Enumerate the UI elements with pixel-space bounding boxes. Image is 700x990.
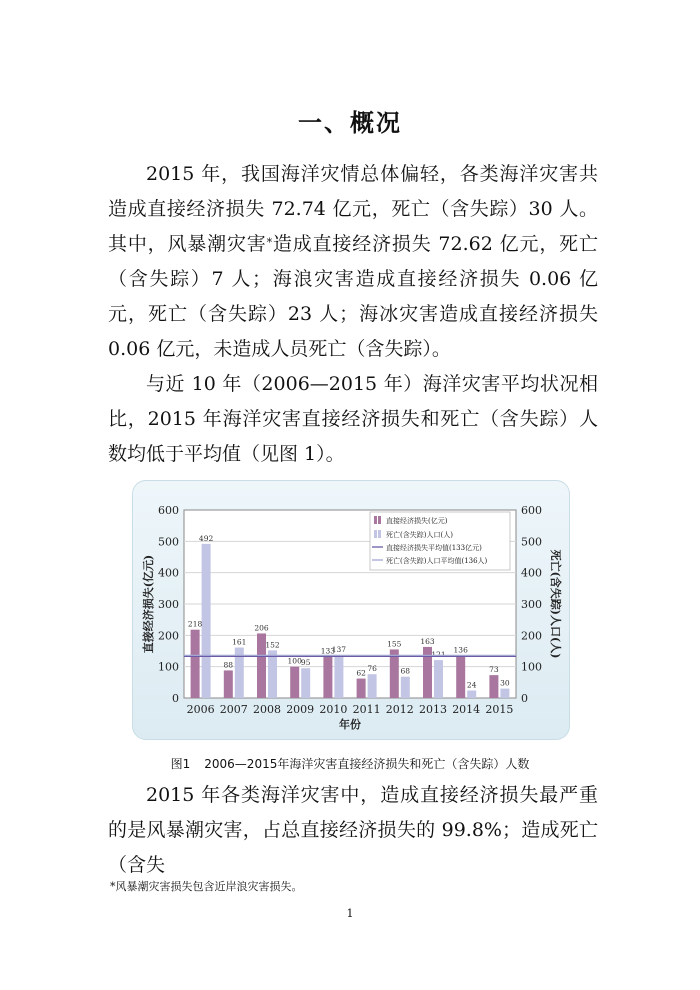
x-axis-title: 年份 — [339, 718, 361, 731]
data-label-loss: 136 — [453, 645, 468, 655]
legend-label-deaths-avg: 死亡(含失踪)人口平均值(136人) — [386, 557, 488, 565]
data-label-loss: 62 — [356, 668, 366, 678]
x-tick-label: 2009 — [286, 703, 315, 716]
bar-deaths — [268, 650, 277, 698]
x-tick-label: 2012 — [385, 703, 414, 716]
data-label-deaths: 492 — [198, 533, 214, 543]
data-label-deaths: 121 — [431, 650, 446, 660]
bar-loss — [290, 667, 299, 698]
paragraph-overview-text-b: 造成直接经济损失 72.62 亿元，死亡（含失踪）7 人；海浪灾害造成直接经济损失 0.06 亿元，死亡（含失踪）23 人；海冰灾害造成直接经济损失 0.06 亿元，未造成人员死亡（含失踪）。 — [108, 233, 598, 360]
figure-label: 图1 — [170, 757, 191, 771]
data-label-loss: 88 — [223, 660, 234, 670]
bar-deaths — [401, 677, 410, 698]
data-label-loss: 206 — [254, 623, 269, 633]
bar-deaths — [434, 660, 443, 698]
data-label-deaths: 76 — [367, 664, 377, 674]
data-label-loss: 100 — [287, 656, 302, 666]
footnote-mark: * — [266, 236, 273, 249]
bar-deaths — [467, 690, 476, 698]
bar-deaths — [202, 544, 211, 698]
x-tick-label: 2011 — [352, 703, 381, 716]
y-tick-right: 100 — [521, 660, 542, 674]
y-tick-left: 0 — [172, 692, 179, 705]
y-tick-left: 400 — [158, 566, 179, 580]
y-tick-left: 500 — [158, 535, 179, 549]
y-tick-right: 300 — [521, 598, 542, 611]
bar-deaths — [500, 689, 509, 698]
x-tick-label: 2008 — [253, 703, 281, 716]
data-label-deaths: 68 — [400, 666, 411, 676]
section-heading: 一、概况 — [298, 109, 402, 137]
data-label-loss: 163 — [420, 636, 435, 646]
footnote: *风暴潮灾害损失包含近岸浪灾害损失。 — [110, 880, 303, 893]
bar-deaths — [368, 674, 377, 698]
y-tick-left: 100 — [158, 660, 179, 674]
data-label-deaths: 161 — [232, 637, 247, 647]
paragraph-comparison: 与近 10 年（2006—2015 年）海洋灾害平均状况相比，2015 年海洋灾害直接经济损失和死亡（含失踪）人数均低于平均值（见图 1）。 — [108, 373, 598, 465]
paragraph-overview-text-a: 2015 年，我国海洋灾情总体偏轻，各类海洋灾害共造成直接经济损失 72.74 亿元，死亡（含失踪）30 人。其中，风暴潮灾害 — [108, 163, 598, 255]
y-tick-right: 0 — [521, 692, 528, 705]
x-tick-label: 2015 — [485, 703, 514, 716]
y-tick-right: 200 — [521, 629, 542, 643]
x-tick-label: 2013 — [419, 703, 447, 716]
x-tick-label: 2010 — [319, 703, 348, 716]
legend-label-deaths: 死亡(含失踪)人口(人) — [386, 531, 453, 539]
x-tick-label: 2014 — [452, 703, 481, 716]
figure-caption — [0, 755, 700, 772]
bar-loss — [489, 675, 498, 698]
y-tick-left: 300 — [158, 598, 179, 611]
data-label-deaths: 24 — [466, 680, 477, 690]
y-tick-left: 600 — [158, 504, 179, 517]
disaster-chart — [132, 480, 568, 738]
data-label-loss: 133 — [320, 646, 336, 656]
y-tick-right: 400 — [521, 566, 542, 580]
bar-loss — [323, 656, 332, 698]
bar-deaths — [301, 668, 310, 698]
paragraph-storm-surge: 2015 年各类海洋灾害中，造成直接经济损失最严重的是风暴潮灾害，占总直接经济损失的 99.8%；造成死亡（含失 — [108, 784, 598, 876]
x-tick-label: 2007 — [219, 703, 248, 716]
data-label-deaths: 95 — [300, 658, 311, 668]
data-label-loss: 155 — [387, 639, 402, 649]
legend-swatch-deaths — [378, 530, 381, 538]
y-tick-right: 500 — [521, 535, 542, 549]
legend-label-loss: 直接经济损失(亿元) — [386, 517, 448, 525]
data-label-deaths: 152 — [265, 640, 280, 650]
data-label-deaths: 137 — [331, 645, 347, 655]
y-axis-title-right: 死亡(含失踪)人口(人) — [549, 549, 562, 659]
page-number: 1 — [346, 907, 354, 920]
y-tick-left: 200 — [158, 629, 179, 643]
legend-label-loss-avg: 直接经济损失平均值(133亿元) — [386, 544, 482, 552]
bar-loss — [224, 670, 233, 698]
legend-swatch-deaths — [374, 530, 377, 538]
data-label-loss: 218 — [187, 619, 203, 629]
x-tick-label: 2006 — [186, 703, 215, 716]
y-tick-right: 600 — [521, 504, 542, 517]
paragraph-overview — [108, 157, 598, 367]
y-axis-title-left: 直接经济损失(亿元) — [142, 554, 155, 654]
legend-swatch-loss — [374, 516, 377, 524]
data-label-deaths: 30 — [500, 678, 510, 688]
bar-loss — [357, 679, 366, 698]
bar-loss — [191, 630, 200, 698]
data-label-loss: 73 — [489, 665, 499, 675]
figure-title: 2006—2015年海洋灾害直接经济损失和死亡（含失踪）人数 — [204, 757, 530, 771]
legend-swatch-loss — [378, 516, 381, 524]
bar-deaths — [334, 655, 343, 698]
bar-loss — [456, 655, 465, 698]
